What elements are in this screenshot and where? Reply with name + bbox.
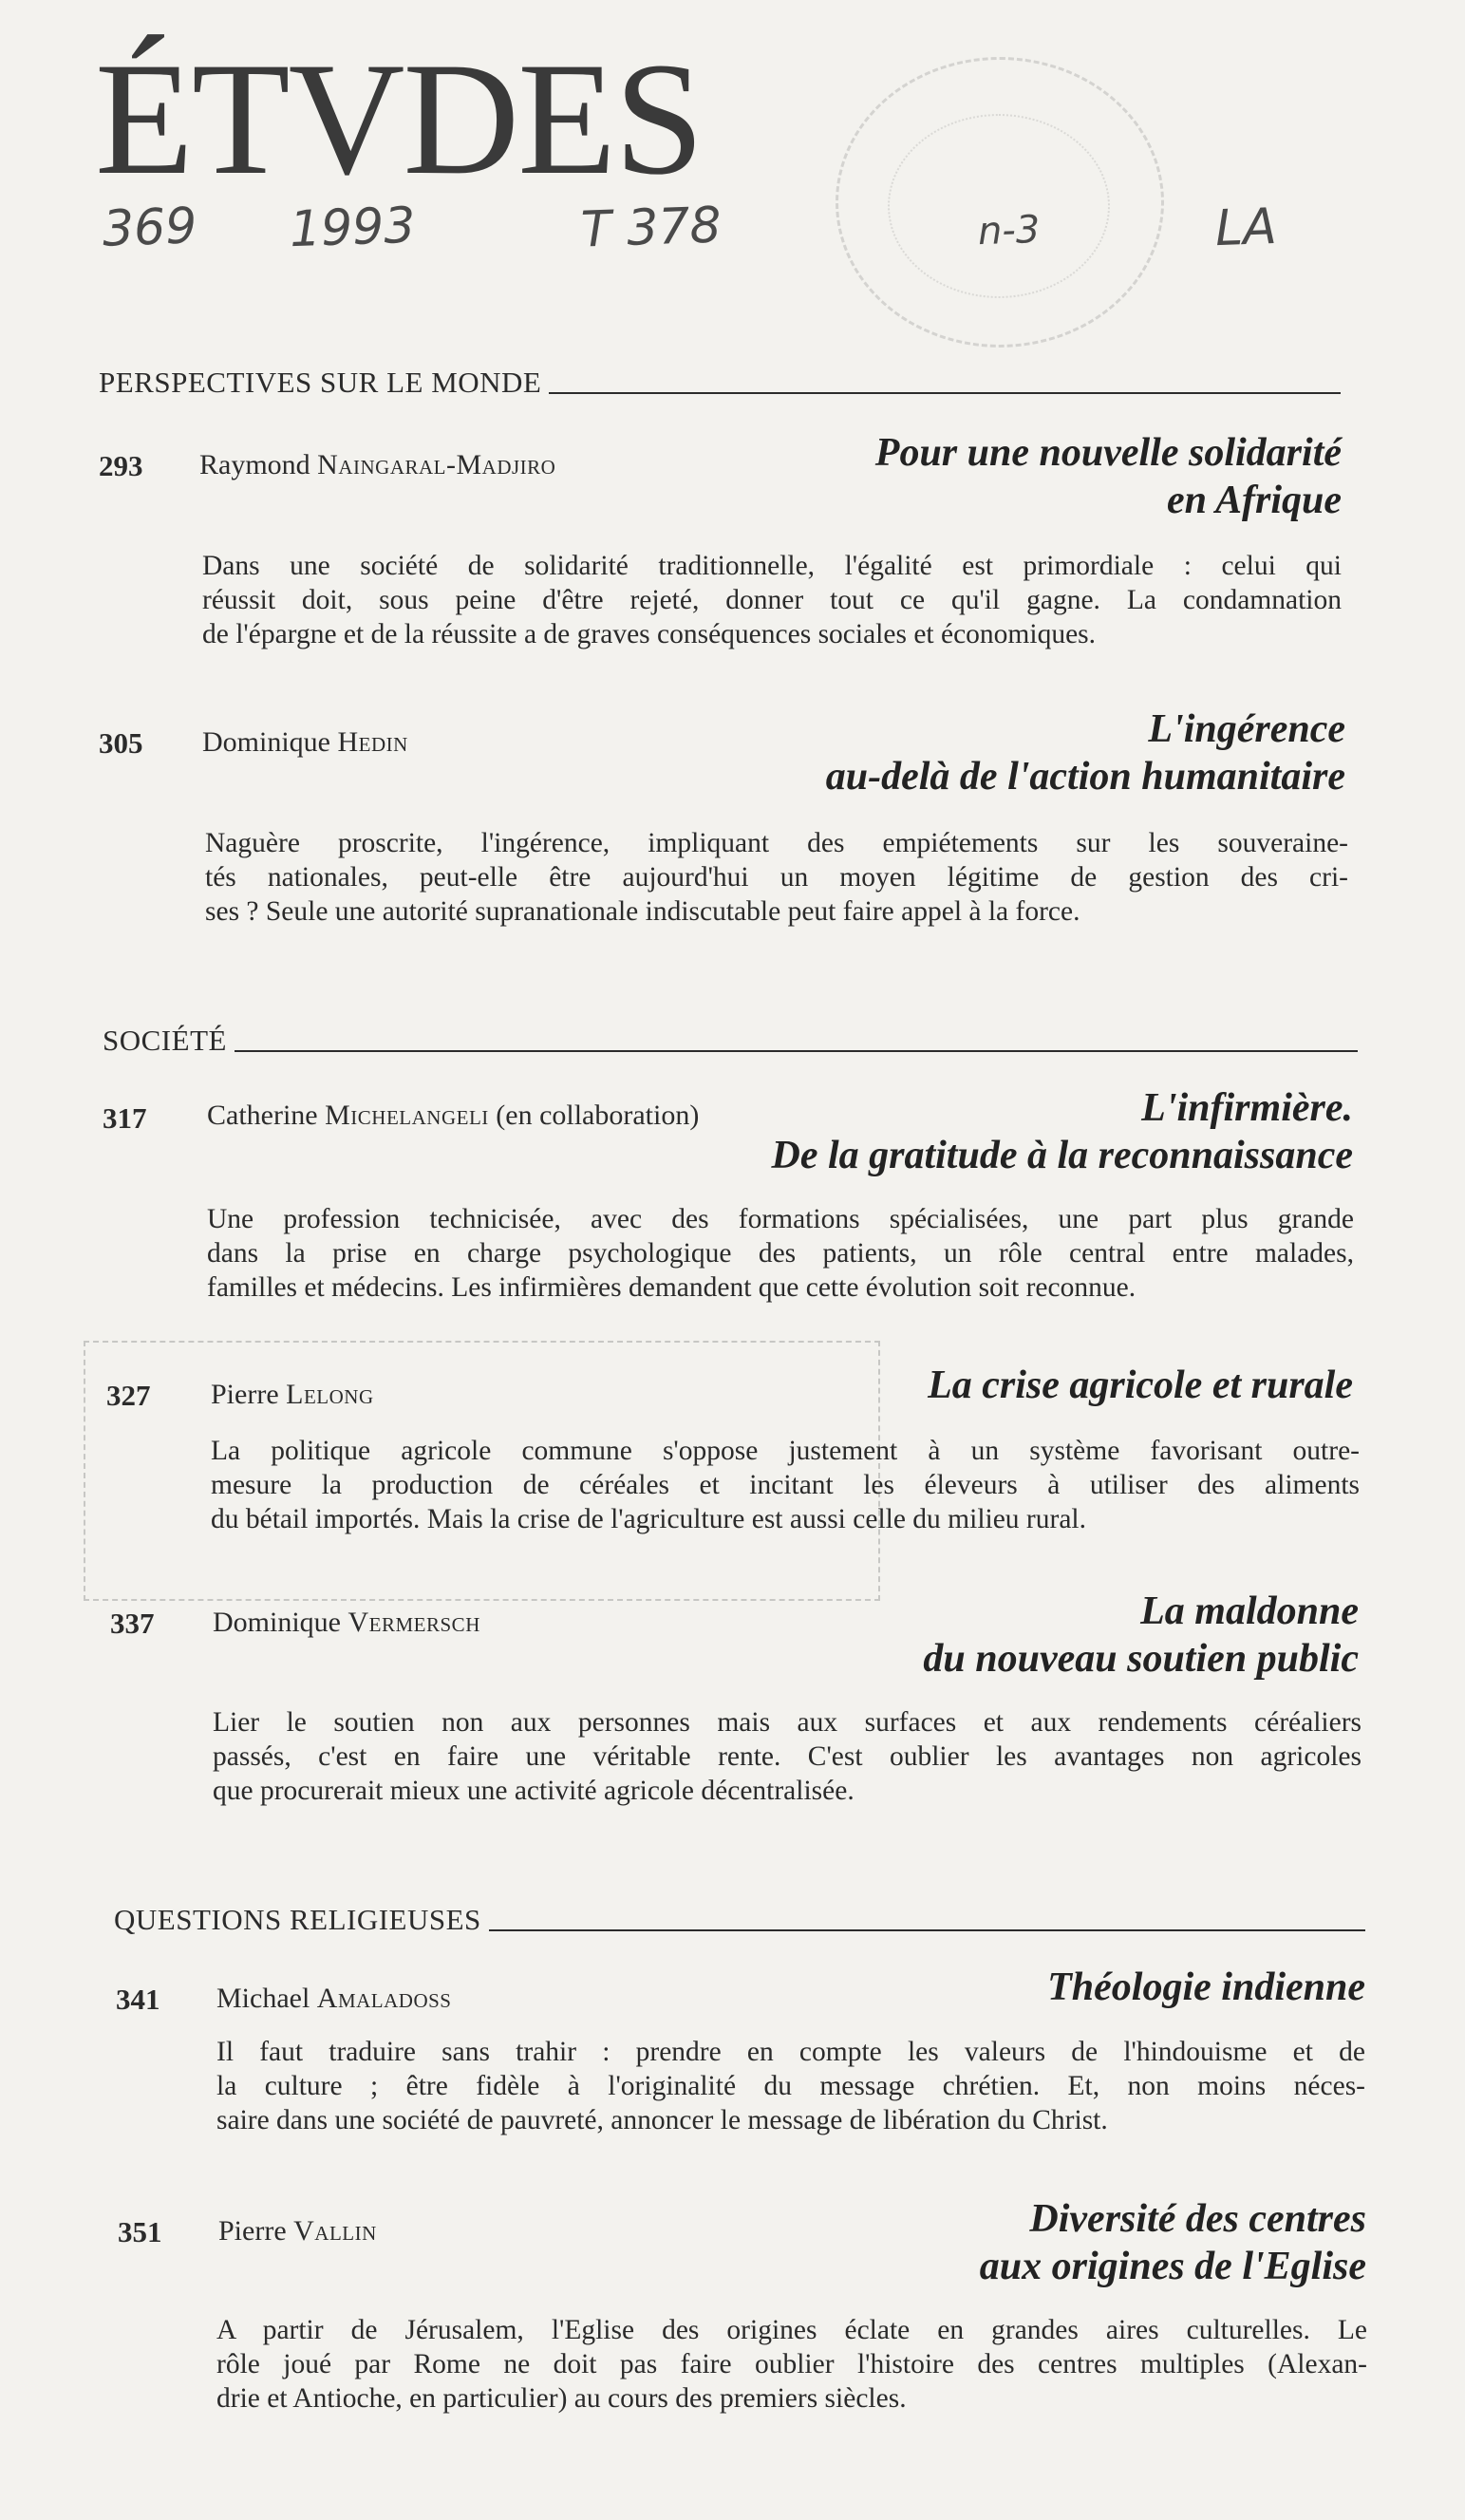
section-heading-label: QUESTIONS RELIGIEUSES (114, 1903, 481, 1936)
author-first-name: Pierre (211, 1379, 279, 1410)
article-page-number: 337 (110, 1607, 155, 1640)
article-page-number: 293 (99, 449, 143, 482)
article-page-number: 351 (118, 2215, 162, 2248)
article-page-number: 327 (106, 1379, 151, 1412)
abstract-line: La politique agricole commune s'oppose justement à un système favorisant outre- (211, 1436, 1360, 1466)
article-title (826, 705, 1345, 800)
abstract-line: tés nationales, peut-elle être aujourd'hui un moyen légitime de gestion des cri- (205, 862, 1348, 893)
author-first-name: Raymond (199, 449, 310, 480)
handwritten-year: 1993 (288, 197, 417, 259)
article-author (216, 1983, 451, 2015)
author-last-name: Hedin (337, 726, 408, 758)
article-abstract (207, 1202, 1354, 1305)
article-title (923, 1588, 1359, 1683)
section-heading (103, 1024, 1358, 1058)
author-last-name: Vallin (293, 2215, 377, 2247)
abstract-line: la culture ; être fidèle à l'originalité du message chrétien. Et, non moins néces- (216, 2071, 1365, 2101)
article-title-line: La maldonne (1140, 1589, 1359, 1633)
article-title-line: du nouveau soutien public (923, 1637, 1359, 1681)
section-rule (235, 1050, 1358, 1052)
abstract-line: Naguère proscrite, l'ingérence, impliquant des empiétements sur les souveraine- (205, 828, 1348, 858)
article-title (928, 1362, 1353, 1409)
article-title-line: De la gratitude à la reconnaissance (771, 1134, 1353, 1177)
masthead: ÉTVDES (95, 29, 703, 208)
article-page-number: 305 (99, 726, 143, 760)
article-title-line: L'infirmière. (1141, 1086, 1353, 1130)
article-author (202, 726, 408, 759)
article-abstract (216, 2035, 1365, 2137)
author-first-name: Catherine (207, 1100, 318, 1131)
author-first-name: Michael (216, 1983, 310, 2014)
section-heading-label: PERSPECTIVES SUR LE MONDE (99, 366, 542, 399)
abstract-line: de l'épargne et de la réussite a de graves conséquences sociales et économiques. (202, 619, 1097, 649)
article-title-line: Pour une nouvelle solidarité (874, 431, 1342, 475)
abstract-line: ses ? Seule une autorité supranationale indiscutable peut faire appel à la force. (205, 896, 1080, 927)
article-title-line: en Afrique (1167, 479, 1342, 522)
author-note: (en collaboration) (496, 1100, 700, 1131)
article-title-line: au-delà de l'action humanitaire (825, 755, 1345, 799)
abstract-line: que procurerait mieux une activité agricole décentralisée. (213, 1776, 855, 1806)
abstract-line: passés, c'est en faire une véritable rente. C'est oublier les avantages non agricoles (213, 1741, 1362, 1772)
article-title (875, 429, 1342, 524)
abstract-line: mesure la production de céréales et incitant les éleveurs à utiliser des aliments (211, 1470, 1360, 1500)
article-author (199, 449, 555, 481)
article-author (207, 1100, 699, 1132)
author-last-name: Michelangeli (325, 1100, 489, 1131)
article-title-line: La crise agricole et rurale (928, 1363, 1353, 1407)
abstract-line: A partir de Jérusalem, l'Eglise des origines éclate en grandes aires culturelles. Le (216, 2315, 1367, 2345)
section-rule (489, 1929, 1365, 1931)
abstract-line: rôle joué par Rome ne doit pas faire oublier l'histoire des centres multiples (Alexan- (216, 2349, 1367, 2379)
author-first-name: Dominique (213, 1607, 341, 1638)
article-title (771, 1084, 1353, 1179)
abstract-line: Il faut traduire sans trahir : prendre en compte les valeurs de l'hindouisme et de (216, 2037, 1365, 2067)
abstract-line: du bétail importés. Mais la crise de l'agriculture est aussi celle du milieu rural. (211, 1504, 1086, 1534)
abstract-line: saire dans une société de pauvreté, annoncer le message de libération du Christ. (216, 2105, 1108, 2135)
article-page-number: 317 (103, 1101, 147, 1135)
library-stamp-inner (888, 114, 1110, 298)
author-last-name: Naingaral-Madjiro (317, 449, 556, 480)
article-title (1047, 1964, 1365, 2011)
article-title (980, 2195, 1366, 2290)
abstract-line: Une profession technicisée, avec des formations spécialisées, une part plus grande (207, 1204, 1354, 1234)
handwritten-tome: T 378 (579, 197, 723, 259)
article-page-number: 341 (116, 1983, 160, 2016)
section-heading-label: SOCIÉTÉ (103, 1024, 227, 1057)
article-abstract (205, 826, 1348, 929)
author-last-name: Vermersch (347, 1607, 480, 1638)
article-author (213, 1607, 480, 1639)
article-abstract (213, 1705, 1362, 1808)
article-abstract (211, 1434, 1360, 1536)
author-first-name: Dominique (202, 726, 330, 758)
article-abstract (202, 549, 1342, 651)
abstract-line: familles et médecins. Les infirmières demandent que cette évolution soit reconnue. (207, 1272, 1136, 1303)
section-heading (99, 366, 1341, 400)
abstract-line: réussit doit, sous peine d'être rejeté, donner tout ce qu'il gagne. La condamnation (202, 585, 1342, 615)
handwritten-issue: n-3 (977, 207, 1042, 254)
article-title-line: Diversité des centres (1029, 2197, 1366, 2241)
abstract-line: dans la prise en charge psychologique des patients, un rôle central entre malades, (207, 1238, 1354, 1269)
author-last-name: Amaladoss (316, 1983, 452, 2014)
article-abstract (216, 2313, 1367, 2416)
article-title-line: aux origines de l'Eglise (979, 2245, 1366, 2288)
section-rule (549, 392, 1341, 394)
article-author (218, 2215, 377, 2247)
author-last-name: Lelong (286, 1379, 374, 1410)
abstract-line: Dans une société de solidarité traditionnelle, l'égalité est primordiale : celui qui (202, 551, 1342, 581)
article-title-line: Théologie indienne (1047, 1965, 1365, 2009)
handwritten-volume: 369 (101, 197, 198, 258)
author-first-name: Pierre (218, 2215, 287, 2247)
section-heading (114, 1903, 1365, 1937)
article-author (211, 1379, 374, 1411)
abstract-line: drie et Antioche, en particulier) au cours des premiers siècles. (216, 2383, 907, 2414)
article-title-line: L'ingérence (1148, 707, 1345, 751)
abstract-line: Lier le soutien non aux personnes mais aux surfaces et aux rendements céréaliers (213, 1707, 1362, 1738)
handwritten-code: LA (1213, 197, 1278, 258)
